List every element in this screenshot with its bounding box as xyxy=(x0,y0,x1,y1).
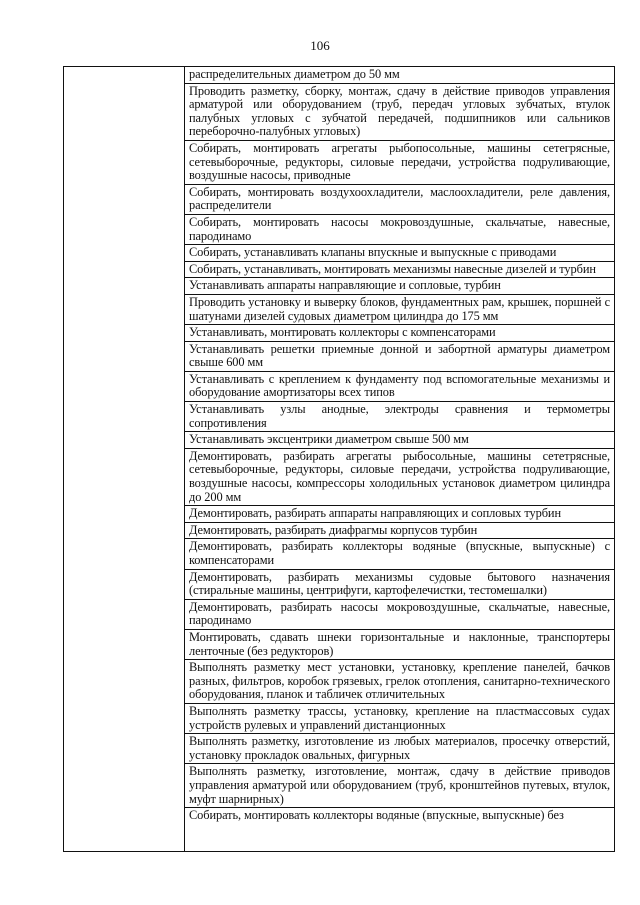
work-row: Демонтировать, разбирать насосы мокровоздушные, скальчатые, навесные, пародинамо xyxy=(185,600,614,630)
work-row: Устанавливать аппараты направляющие и сопловые, турбин xyxy=(185,278,614,295)
work-row: Выполнять разметку, изготовление из любых материалов, просечку отверстий, установку прокладок овальных, фигурных xyxy=(185,734,614,764)
work-descriptions-table xyxy=(63,66,615,852)
work-row: Демонтировать, разбирать механизмы судовые бытового назначения (стиральные машины, центрифуги, картофелечистки, тестомешалки) xyxy=(185,570,614,600)
work-row: Демонтировать, разбирать агрегаты рыбосольные, машины сететрясные, сетевыборочные, редукторы, силовые передачи, устройства подруливающие, воздушные насосы, компрессоры холодильных установок диаметром цилиндра до 200 мм xyxy=(185,449,614,506)
work-row: Выполнять разметку мест установки, установку, крепление панелей, бачков разных, фильтров, коробок грязевых, грелок отопления, санитарно-технического оборудования, планок и табличек отличительных xyxy=(185,660,614,704)
work-descriptions-column xyxy=(185,67,615,852)
work-row: Проводить разметку, сборку, монтаж, сдачу в действие приводов управления арматурой или оборудованием (труб, передач угловых зубчатых, втулок палубных угловых с зубчатой передачей, подшипников или сальников переборочно-палубных угловых) xyxy=(185,84,614,141)
work-row: Демонтировать, разбирать коллекторы водяные (впускные, выпускные) с компенсаторами xyxy=(185,539,614,569)
work-row: Устанавливать решетки приемные донной и забортной арматуры диаметром свыше 600 мм xyxy=(185,342,614,372)
work-row: Собирать, устанавливать клапаны впускные и выпускные с приводами xyxy=(185,245,614,262)
work-row: Собирать, монтировать агрегаты рыбопосольные, машины сетегрясные, сетевыборочные, редукторы, силовые передачи, устройства подруливающие, воздушные насосы, приводные xyxy=(185,141,614,185)
work-row: Собирать, устанавливать, монтировать механизмы навесные дизелей и турбин xyxy=(185,262,614,279)
work-row: Устанавливать узлы анодные, электроды сравнения и термометры сопротивления xyxy=(185,402,614,432)
work-row: Демонтировать, разбирать диафрагмы корпусов турбин xyxy=(185,523,614,540)
work-row: Проводить установку и выверку блоков, фундаментных рам, крышек, поршней с шатунами дизелей судовых диаметром цилиндра до 175 мм xyxy=(185,295,614,325)
work-row: Устанавливать эксцентрики диаметром свыше 500 мм xyxy=(185,432,614,449)
work-row: Монтировать, сдавать шнеки горизонтальные и наклонные, транспортеры ленточные (без редукторов) xyxy=(185,630,614,660)
work-row: Собирать, монтировать коллекторы водяные (впускные, выпускные) без xyxy=(189,808,564,823)
page-number: 106 xyxy=(310,38,330,53)
work-row: распределительных диаметром до 50 мм xyxy=(185,67,614,84)
work-rows xyxy=(185,67,614,824)
work-row: Устанавливать, монтировать коллекторы с компенсаторами xyxy=(185,325,614,342)
work-row: Собирать, монтировать воздухоохладители, маслоохладители, реле давления, распределители xyxy=(185,185,614,215)
work-row: Собирать, монтировать насосы мокровоздушные, скальчатые, навесные, пародинамо xyxy=(185,215,614,245)
work-row: Демонтировать, разбирать аппараты направляющих и сопловых турбин xyxy=(185,506,614,523)
work-row: Выполнять разметку трассы, установку, крепление на пластмассовых судах устройств рулевых и управлений дистанционных xyxy=(185,704,614,734)
work-row: Выполнять разметку, изготовление, монтаж, сдачу в действие приводов управления арматурой или оборудованием (труб, кронштейнов путевых, втулок, муфт шарнирных) xyxy=(185,764,614,808)
empty-left-column xyxy=(64,67,185,852)
work-row: Устанавливать с креплением к фундаменту под вспомогательные механизмы и оборудование амортизаторы всех типов xyxy=(185,372,614,402)
